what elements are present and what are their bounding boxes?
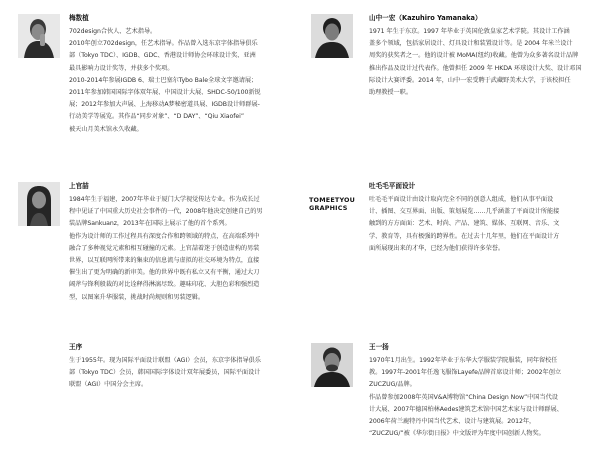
profile-line: “ZUCZUG/”被《华尔街日报》中文版评为年度中国创新人物奖。 bbox=[369, 430, 545, 438]
portrait-man-hand-on-face-icon bbox=[18, 14, 60, 58]
profile-line: 展；2012年参加大声展、上海移动A梦秘密道具展、IGDB设计师群展- bbox=[69, 101, 260, 109]
logo-line-2: GRAPHICS bbox=[309, 203, 348, 212]
profile-name-2: 山中一宏（Kazuhiro Yamanaka） bbox=[369, 14, 482, 22]
profile-line: 1970年1月出生。1992年毕业于东华大学服装学院服装，同年留校任 bbox=[369, 357, 558, 364]
profile-line: 2010-2014年参展IGDB 6、瑞士巴塞尔Tybo Bale全球文字邀请展； bbox=[69, 76, 258, 84]
profile-photo-6 bbox=[311, 343, 353, 387]
profile-line: 教。1997年-2001年任逸飞服饰Layefe品牌首席设计师；2002年创立 bbox=[369, 369, 561, 377]
profile-line: 2011年参加韩国国际字体双年展、中国设计大展、SHDC-50/100新锐 bbox=[69, 89, 261, 97]
profile-line: 推出作品及设计过代表作。他曾担任 2009 年 HKDA 环球设计大奖、设计邓国 bbox=[369, 64, 582, 72]
profile-line: 计、插图、交互界面、出版、策划展览……几乎涵盖了平面设计所能接 bbox=[369, 208, 560, 216]
profile-photo-3 bbox=[18, 182, 60, 226]
profile-line: 联盟（AGI）中国分会主席。 bbox=[69, 381, 148, 389]
portrait-man-dark-hair-icon bbox=[311, 14, 353, 58]
profile-line: 2010年创立702design，任艺术指导。作品曾入选东京字体指导俱乐 bbox=[69, 40, 258, 48]
profile-photo-1 bbox=[18, 14, 60, 58]
profile-line: 吐毛毛平面设计由设计取向完全不同的创意人组成，他们从事平面设 bbox=[369, 196, 554, 203]
profile-name-5: 王序 bbox=[69, 343, 83, 351]
profile-line: 702design合伙人、艺术指导。 bbox=[69, 28, 157, 35]
profile-line: 被天山月美术馆永久收藏。 bbox=[69, 125, 143, 133]
profile-line: 催生出了更为明确的新审美。他的世界中既有私立又有平衡，通过大刀 bbox=[69, 269, 260, 277]
profile-line: ZUCZUG/品牌。 bbox=[369, 381, 416, 389]
profile-line: 盖多个领域，包括家居设计、灯具设计和装置设计等。是 2004 年米兰设计 bbox=[369, 40, 573, 48]
profile-name-4: 吐毛毛平面设计 bbox=[369, 182, 416, 190]
logo-line-1: TOMEETYOU bbox=[309, 196, 356, 204]
profile-line: 计大展、2007年德国柏林Aedes建筑艺术馆中国艺术家与设计师群展、 bbox=[369, 405, 563, 413]
profile-line: 助理教授一职。 bbox=[369, 89, 412, 97]
profile-line: 1971 年生于东京。1997 年毕业于英国伦敦皇家艺术学院。其设计工作涵 bbox=[369, 28, 570, 35]
profile-line: 行动美学等展览。其作品“同步对象”、“D DAY”、“Qiu Xiaofei” bbox=[69, 113, 244, 121]
profile-line: 部（Tokyo TDC）会员，韩国国际字体设计双年展委员，国际平面设计 bbox=[69, 369, 261, 377]
profile-line: 最具影响力设计奖等，并获多个奖项。 bbox=[69, 64, 174, 72]
profile-photo-5 bbox=[18, 343, 60, 387]
profile-line: 1984年生于福建，2007年毕业于厦门大学视觉传达专业。作为成长过 bbox=[69, 196, 260, 203]
profile-line: 阔斧与锋利般裁的对比诠释得淋漓尽致。趣味印花、大胆色彩和强烈造 bbox=[69, 281, 260, 289]
profile-line: 部（Tokyo TDC）、IGDB、GDC、香港设计师协会环球设计奖、亚洲 bbox=[69, 52, 256, 60]
profile-line: 触到的方方面面：艺术、时尚、产品、建筑、媒体、互联网、音乐、文 bbox=[369, 220, 560, 228]
profile-line: 作品曾参加2008年英国V&A博物馆“China Design Now”中国当代设 bbox=[369, 393, 558, 401]
profile-line: 生于1955年。现为国际平面设计联盟（AGI）会员，东京字体指导俱乐 bbox=[69, 357, 261, 364]
profile-line: 学、教育等，具有极强的跨界性。在过去十几年里，他们在平面设计方 bbox=[369, 232, 560, 240]
profile-line: 融合了多种视觉元素和相互碰撞的元素。上官喆着迷于创造虚构的男装 bbox=[69, 244, 260, 252]
portrait-man-beard-icon bbox=[311, 343, 353, 387]
profile-line: 他作为设计师的工作过程具有深度合作和跨领域的特点，在高端系列中 bbox=[69, 232, 260, 240]
profile-name-1: 梅数植 bbox=[69, 14, 89, 22]
profile-name-3: 上官喆 bbox=[69, 182, 89, 190]
tomeetyou-graphics-logo bbox=[309, 197, 361, 215]
profile-line: 际设计大赛评委。2014 年，山中一宏受聘于武藏野美术大学，于该校担任 bbox=[369, 76, 571, 84]
profile-line: 周奖的获奖者之一。他的设计被 MoMA(纽约)收藏。他曾为众多著名设计品牌 bbox=[369, 52, 579, 60]
profile-line: 世界，以互联网所带来的集束的信息流与虚拟的社交环境为特点，直接 bbox=[69, 257, 260, 265]
profile-name-6: 王一扬 bbox=[369, 343, 389, 351]
profile-line: 2006年荷兰鹿特丹中国当代艺术、设计与建筑展。2012年， bbox=[369, 418, 536, 426]
profile-line: 程中见证了中国重大历史社会事件的一代，2008年他决定创建自己的男 bbox=[69, 208, 263, 216]
profile-photo-2 bbox=[311, 14, 353, 58]
profile-line: 型，以图案升华服装，挑战时尚规则和男装逻辑。 bbox=[69, 293, 205, 301]
portrait-woman-long-hair-icon bbox=[18, 182, 60, 226]
profile-line: 面所展现出来的才华，已经为他们获得许多荣誉。 bbox=[369, 244, 505, 252]
portrait-man-glasses-icon bbox=[18, 343, 60, 387]
profile-line: 装品牌Sankuanz，2013年在国际上展示了他的首个系列。 bbox=[69, 220, 231, 228]
